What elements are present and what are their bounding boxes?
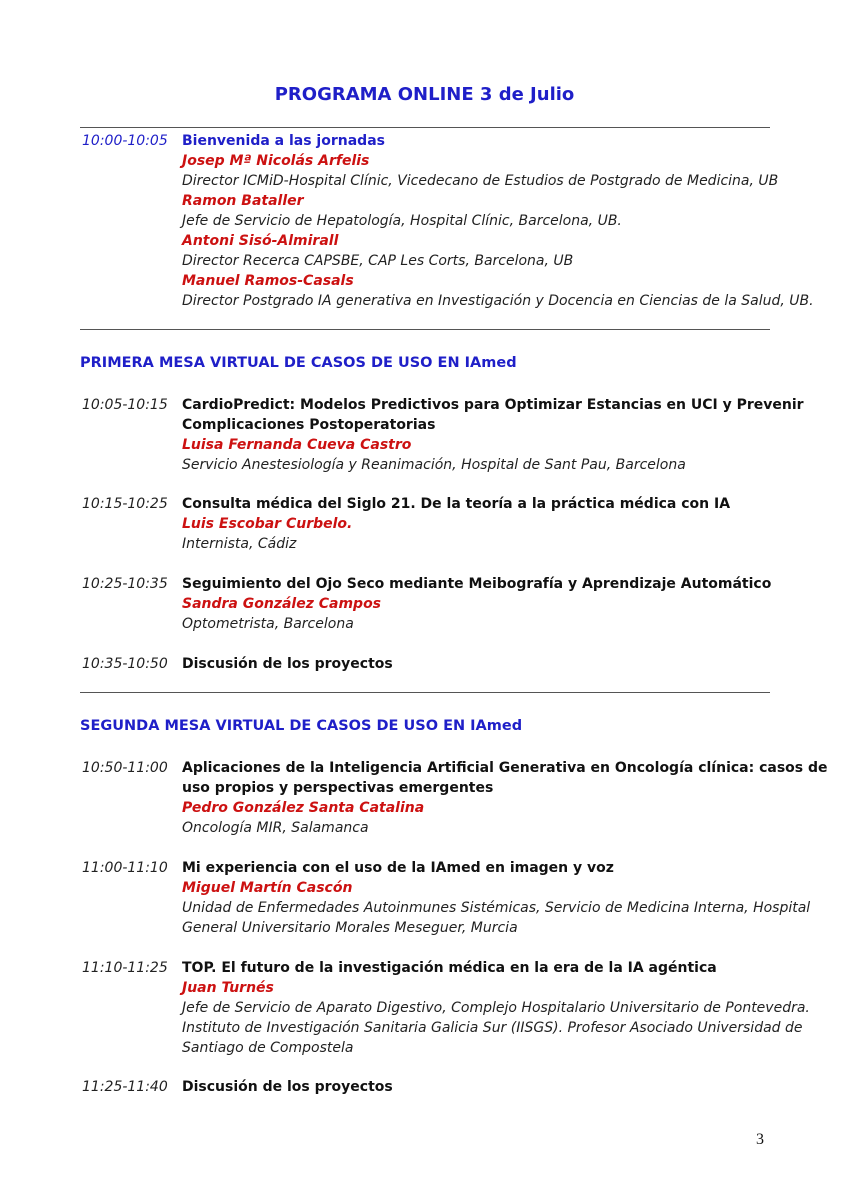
time-slot: 10:25-10:35 (82, 576, 168, 592)
time-slot: 11:10-11:25 (82, 960, 168, 976)
speaker-affiliation: Servicio Anestesiología y Reanimación, Hospital de Sant Pau, Barcelona (182, 457, 686, 473)
speaker-affiliation: Optometrista, Barcelona (182, 616, 354, 632)
item-title: TOP. El futuro de la investigación médica en la era de la IA agéntica (182, 960, 717, 976)
speaker-affiliation: Internista, Cádiz (182, 536, 297, 552)
item-title: CardioPredict: Modelos Predictivos para Optimizar Estancias en UCI y Prevenir (182, 397, 804, 413)
item-title: Aplicaciones de la Inteligencia Artificial Generativa en Oncología clínica: casos de (182, 760, 828, 776)
section-title-session-2: SEGUNDA MESA VIRTUAL DE CASOS DE USO EN IAmed (80, 718, 523, 734)
divider (80, 329, 770, 330)
time-slot: 10:15-10:25 (82, 496, 168, 512)
speaker-affiliation: Unidad de Enfermedades Autoinmunes Sistémicas, Servicio de Medicina Interna, Hospital (182, 900, 811, 916)
speaker-name: Miguel Martín Cascón (182, 880, 353, 896)
time-slot: 10:35-10:50 (82, 656, 168, 672)
speaker-affiliation: Instituto de Investigación Sanitaria Galicia Sur (IISGS). Profesor Asociado Universidad de (182, 1020, 803, 1036)
speaker-name: Pedro González Santa Catalina (182, 800, 425, 816)
item-title: Consulta médica del Siglo 21. De la teoría a la práctica médica con IA (182, 496, 731, 512)
speaker-affiliation: Oncología MIR, Salamanca (182, 820, 369, 836)
item-title: Discusión de los proyectos (182, 656, 393, 672)
time-slot: 10:00-10:05 (82, 133, 168, 149)
speaker-affiliation: Santiago de Compostela (182, 1040, 354, 1056)
speaker-affiliation: General Universitario Morales Meseguer, Murcia (182, 920, 518, 936)
speaker-name: Ramon Bataller (182, 193, 304, 209)
speaker-affiliation: Director Postgrado IA generativa en Investigación y Docencia en Ciencias de la Salud, UB. (182, 293, 814, 309)
speaker-affiliation: Director ICMiD-Hospital Clínic, Vicedecano de Estudios de Postgrado de Medicina, UB (182, 173, 779, 189)
speaker-name: Luisa Fernanda Cueva Castro (182, 437, 412, 453)
speaker-name: Manuel Ramos-Casals (182, 273, 354, 289)
time-slot: 11:00-11:10 (82, 860, 168, 876)
speaker-name: Luis Escobar Curbelo. (182, 516, 353, 532)
time-slot: 10:05-10:15 (82, 397, 168, 413)
speaker-affiliation: Director Recerca CAPSBE, CAP Les Corts, Barcelona, UB (182, 253, 574, 269)
time-slot: 11:25-11:40 (82, 1079, 168, 1095)
speaker-affiliation: Jefe de Servicio de Hepatología, Hospital Clínic, Barcelona, UB. (182, 213, 622, 229)
item-title: Discusión de los proyectos (182, 1079, 393, 1095)
item-title: uso propios y perspectivas emergentes (182, 780, 494, 796)
speaker-affiliation: Jefe de Servicio de Aparato Digestivo, Complejo Hospitalario Universitario de Pontevedra. (182, 1000, 810, 1016)
item-title: Bienvenida a las jornadas (182, 133, 385, 149)
speaker-name: Antoni Sisó-Almirall (182, 233, 339, 249)
speaker-name: Juan Turnés (182, 980, 274, 996)
item-title: Complicaciones Postoperatorias (182, 417, 436, 433)
page-number: 3 (756, 1131, 764, 1148)
item-title: Seguimiento del Ojo Seco mediante Meibografía y Aprendizaje Automático (182, 576, 772, 592)
page-title: PROGRAMA ONLINE 3 de Julio (274, 84, 575, 105)
divider (80, 127, 770, 128)
divider (80, 692, 770, 693)
section-title-session-1: PRIMERA MESA VIRTUAL DE CASOS DE USO EN IAmed (80, 355, 517, 371)
speaker-name: Josep Mª Nicolás Arfelis (182, 153, 370, 169)
time-slot: 10:50-11:00 (82, 760, 168, 776)
item-title: Mi experiencia con el uso de la IAmed en imagen y voz (182, 860, 614, 876)
speaker-name: Sandra González Campos (182, 596, 382, 612)
